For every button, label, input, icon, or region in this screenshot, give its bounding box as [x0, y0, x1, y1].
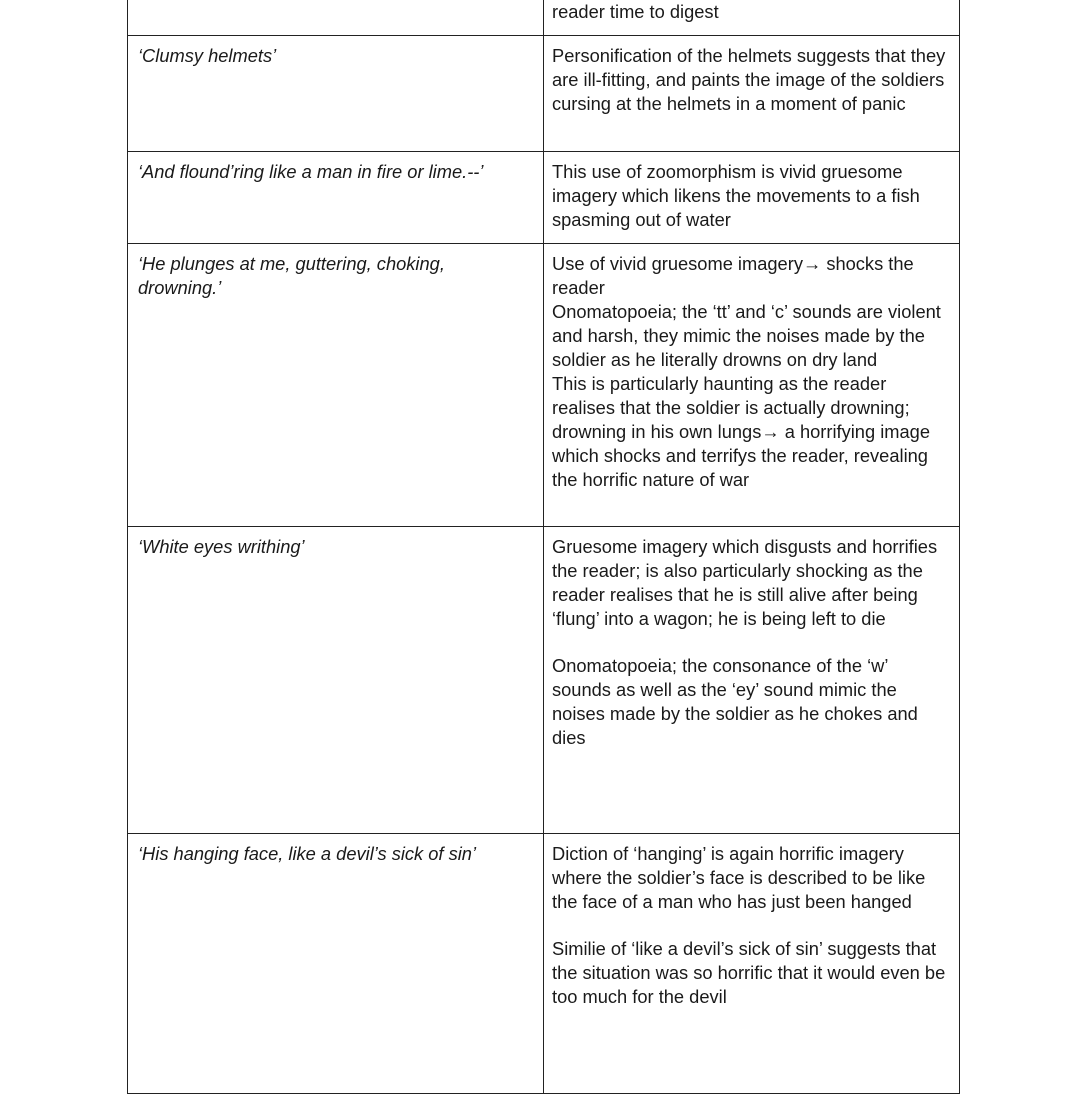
analysis-paragraph: Personification of the helmets suggests that they are ill-fitting, and paints the image of the soldiers cursing at the helmets in a moment of panic — [552, 45, 946, 114]
quote-cell — [128, 0, 544, 36]
analysis-cell — [544, 244, 960, 527]
analysis-paragraph: This use of zoomorphism is vivid gruesome imagery which likens the movements to a fish spasming out of water — [552, 161, 920, 230]
analysis-paragraph: Diction of ‘hanging’ is again horrific imagery where the soldier’s face is described to be like the face of a man who has just been hanged — [552, 843, 926, 912]
analysis-line: Onomatopoeia; the ‘tt’ and ‘c’ sounds are violent and harsh, they mimic the noises made by the soldier as he literally drowns on dry land — [552, 301, 941, 370]
analysis-line: Use of vivid gruesome imagery→ shocks the reader — [552, 253, 914, 298]
analysis-table — [127, 0, 960, 1094]
analysis-line: This is particularly haunting as the reader realises that the soldier is actually drowning; drowning in his own lungs→ a horrifying image which shocks and terrifys the reader, revealing the horrific nature of war — [552, 373, 931, 490]
table-row — [128, 0, 960, 36]
table-row — [128, 834, 960, 1094]
analysis-cell — [544, 152, 960, 244]
analysis-cell — [544, 527, 960, 834]
table-row — [128, 244, 960, 527]
quote-cell: ‘He plunges at me, guttering, choking, drowning.’ — [128, 244, 544, 527]
quote-cell: ‘White eyes writhing’ — [128, 527, 544, 834]
analysis-cell — [544, 0, 960, 36]
quote-cell: ‘His hanging face, like a devil’s sick of sin’ — [128, 834, 544, 1094]
table-row — [128, 527, 960, 834]
analysis-cell — [544, 834, 960, 1094]
quote-cell: ‘And flound’ring like a man in fire or lime.--’ — [128, 152, 544, 244]
analysis-paragraph: Onomatopoeia; the consonance of the ‘w’ sounds as well as the ‘ey’ sound mimic the noises made by the soldier as he chokes and dies — [552, 655, 918, 748]
analysis-paragraph: reader time to digest — [552, 1, 719, 22]
analysis-cell — [544, 36, 960, 152]
table-row — [128, 152, 960, 244]
table-row — [128, 36, 960, 152]
analysis-paragraph: Similie of ‘like a devil’s sick of sin’ suggests that the situation was so horrific that it would even be too much for the devil — [552, 938, 946, 1007]
quote-cell: ‘Clumsy helmets’ — [128, 36, 544, 152]
analysis-paragraph: Gruesome imagery which disgusts and horrifies the reader; is also particularly shocking as the reader realises that he is still alive after being ‘flung’ into a wagon; he is being left to die — [552, 536, 938, 629]
